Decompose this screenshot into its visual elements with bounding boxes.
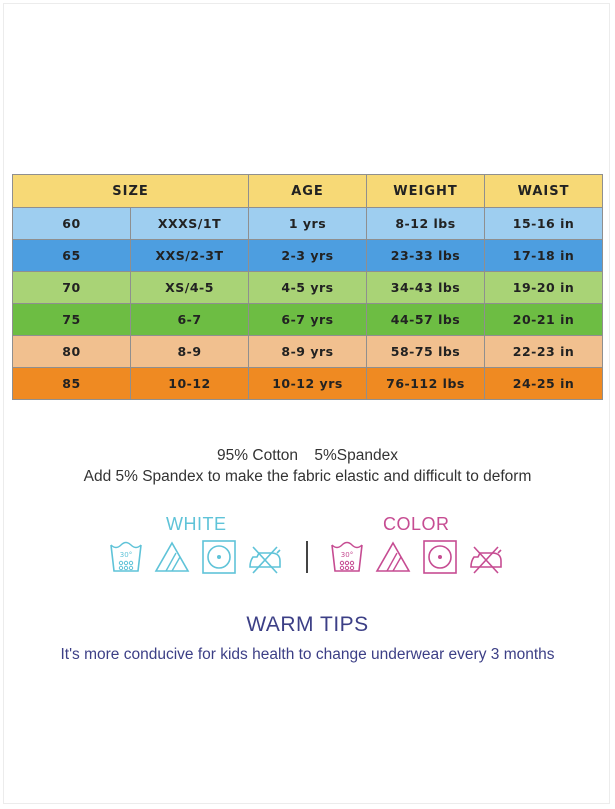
size-number: 70 — [13, 272, 131, 304]
size-number: 75 — [13, 304, 131, 336]
cotton-text: 95% Cotton — [217, 447, 299, 464]
size-label: XS/4-5 — [131, 272, 249, 304]
age-cell: 4-5 yrs — [249, 272, 367, 304]
spandex-text: 5%Spandex — [314, 447, 398, 464]
fabric-description: Add 5% Spandex to make the fabric elastic and difficult to deform — [83, 468, 532, 485]
waist-cell: 22-23 in — [485, 336, 603, 368]
weight-cell: 76-112 lbs — [367, 368, 485, 400]
age-cell: 2-3 yrs — [249, 240, 367, 272]
wash-temp-text: 30° — [119, 551, 133, 559]
age-cell: 1 yrs — [249, 208, 367, 240]
table-row — [13, 240, 603, 272]
table-row — [13, 336, 603, 368]
age-cell: 8-9 yrs — [249, 336, 367, 368]
weight-cell: 23-33 lbs — [367, 240, 485, 272]
warm-tips-title: WARM TIPS — [246, 613, 369, 636]
care-white-title: WHITE — [166, 514, 227, 534]
size-chart-header-row — [13, 175, 603, 208]
weight-cell: 34-43 lbs — [367, 272, 485, 304]
header-age: AGE — [249, 175, 367, 208]
waist-cell: 20-21 in — [485, 304, 603, 336]
weight-cell: 58-75 lbs — [367, 336, 485, 368]
care-color-icons — [329, 539, 510, 575]
care-divider — [306, 541, 308, 573]
header-size: SIZE — [13, 175, 249, 208]
size-number: 65 — [13, 240, 131, 272]
care-white-icons — [108, 539, 289, 575]
size-label: XXS/2-3T — [131, 240, 249, 272]
no-iron-icon — [247, 539, 283, 575]
page-frame — [3, 3, 610, 804]
tumble-dry-icon — [201, 539, 237, 575]
wash-30-icon — [329, 539, 365, 575]
no-bleach-icon — [375, 539, 411, 575]
size-number: 80 — [13, 336, 131, 368]
care-color-title: COLOR — [383, 514, 450, 534]
size-label: XXXS/1T — [131, 208, 249, 240]
wash-temp-text: 30° — [340, 551, 354, 559]
age-cell: 10-12 yrs — [249, 368, 367, 400]
table-row — [13, 272, 603, 304]
warm-tips-text: It's more conducive for kids health to change underwear every 3 months — [60, 646, 555, 663]
size-chart-table — [12, 174, 603, 400]
size-label: 10-12 — [131, 368, 249, 400]
header-waist: WAIST — [485, 175, 603, 208]
waist-cell: 24-25 in — [485, 368, 603, 400]
weight-cell: 44-57 lbs — [367, 304, 485, 336]
size-label: 8-9 — [131, 336, 249, 368]
fabric-composition — [0, 447, 615, 465]
no-bleach-icon — [154, 539, 190, 575]
tumble-dry-icon — [422, 539, 458, 575]
table-row — [13, 304, 603, 336]
size-label: 6-7 — [131, 304, 249, 336]
size-number: 60 — [13, 208, 131, 240]
waist-cell: 17-18 in — [485, 240, 603, 272]
no-iron-icon — [468, 539, 504, 575]
wash-30-icon — [108, 539, 144, 575]
waist-cell: 19-20 in — [485, 272, 603, 304]
table-row — [13, 208, 603, 240]
header-weight: WEIGHT — [367, 175, 485, 208]
size-number: 85 — [13, 368, 131, 400]
waist-cell: 15-16 in — [485, 208, 603, 240]
table-row — [13, 368, 603, 400]
weight-cell: 8-12 lbs — [367, 208, 485, 240]
age-cell: 6-7 yrs — [249, 304, 367, 336]
